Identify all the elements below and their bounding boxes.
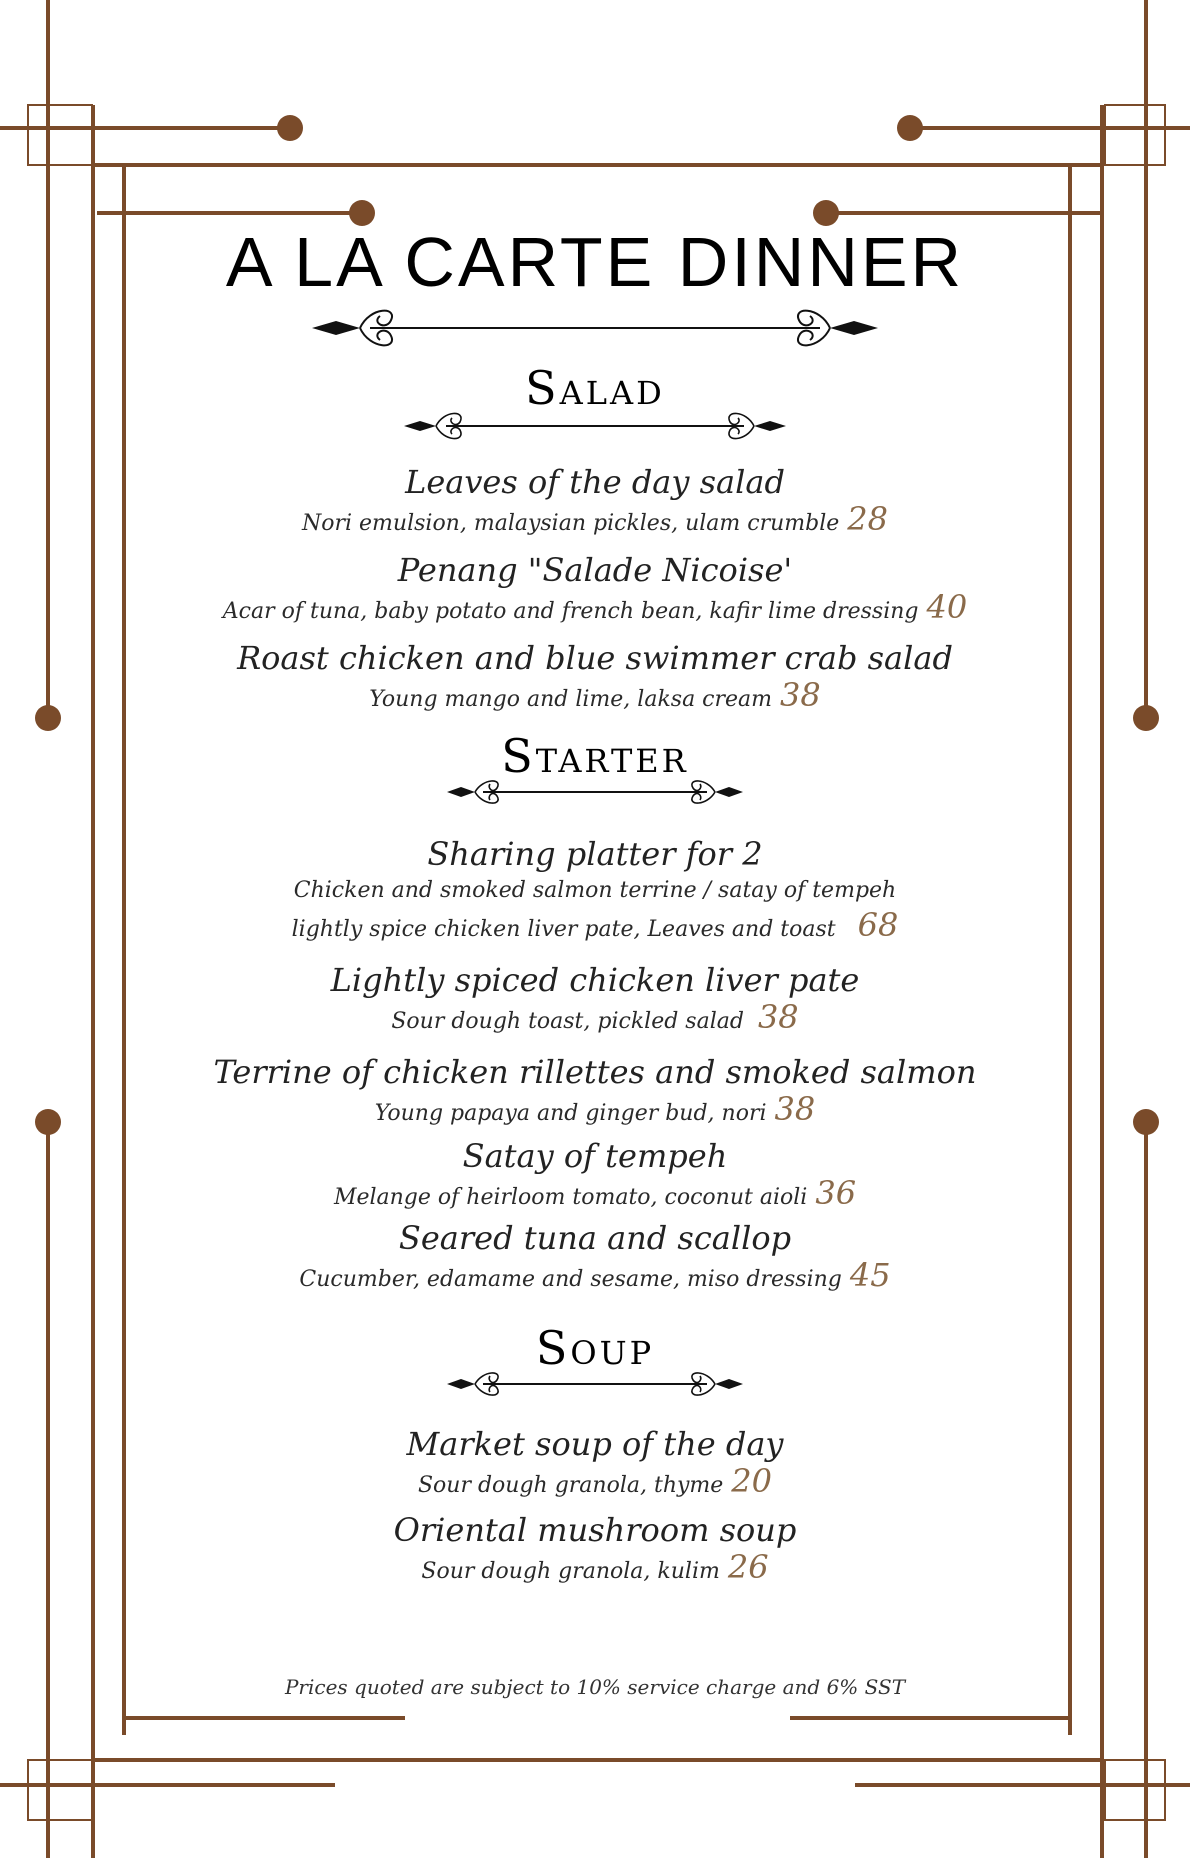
item-price: 28 bbox=[847, 500, 889, 538]
menu-item bbox=[130, 1136, 1060, 1215]
menu-item bbox=[130, 1510, 1060, 1589]
item-name: Market soup of the day bbox=[406, 1425, 784, 1463]
item-name: Oriental mushroom soup bbox=[393, 1511, 797, 1549]
item-name: Terrine of chicken rillettes and smoked salmon bbox=[213, 1053, 977, 1091]
menu-item bbox=[130, 960, 1060, 1039]
item-name: Lightly spiced chicken liver pate bbox=[330, 961, 860, 999]
menu-item bbox=[130, 638, 1060, 717]
item-name: Seared tuna and scallop bbox=[398, 1219, 792, 1257]
item-name: Roast chicken and blue swimmer crab salad bbox=[237, 639, 953, 677]
item-description: Sour dough granola, kulim 26 bbox=[421, 1548, 769, 1586]
menu-item bbox=[130, 1424, 1060, 1503]
item-description: lightly spice chicken liver pate, Leaves and toast 68 bbox=[291, 906, 899, 944]
menu-item bbox=[130, 462, 1060, 541]
item-price: 36 bbox=[815, 1174, 857, 1212]
price-footnote: Prices quoted are subject to 10% service charge and 6% SST bbox=[284, 1675, 906, 1699]
menu-card bbox=[130, 0, 1060, 1858]
item-description: Sour dough toast, pickled salad 38 bbox=[391, 998, 799, 1036]
item-price: 38 bbox=[780, 676, 821, 714]
item-name: Penang "Salade Nicoise' bbox=[397, 551, 793, 589]
item-description: Young mango and lime, laksa cream 38 bbox=[369, 676, 821, 714]
item-description: Melange of heirloom tomato, coconut aioli 36 bbox=[333, 1174, 857, 1212]
salad-flourish-ornament bbox=[402, 404, 788, 448]
item-price: 40 bbox=[926, 588, 968, 626]
item-name: Sharing platter for 2 bbox=[427, 835, 763, 873]
item-description: Cucumber, edamame and sesame, miso dressing 45 bbox=[299, 1256, 891, 1294]
item-name: Satay of tempeh bbox=[462, 1137, 728, 1175]
item-price: 26 bbox=[727, 1548, 769, 1586]
item-description: Sour dough granola, thyme 20 bbox=[417, 1462, 773, 1500]
section-heading-salad: Salad bbox=[525, 361, 665, 415]
item-description: Nori emulsion, malaysian pickles, ulam crumble 28 bbox=[301, 500, 889, 538]
item-description: Young papaya and ginger bud, nori 38 bbox=[374, 1090, 816, 1128]
item-description: Chicken and smoked salmon terrine / satay of tempeh bbox=[293, 878, 897, 903]
title-flourish-ornament bbox=[310, 296, 880, 360]
item-price: 38 bbox=[757, 998, 799, 1036]
starter-flourish-ornament bbox=[445, 772, 745, 812]
item-price: 20 bbox=[731, 1462, 773, 1500]
item-price: 38 bbox=[774, 1090, 816, 1128]
menu-item bbox=[130, 1052, 1060, 1131]
menu-item bbox=[130, 550, 1060, 629]
item-price: 45 bbox=[849, 1256, 891, 1294]
item-price: 68 bbox=[857, 906, 899, 944]
section-heading-soup: Soup bbox=[535, 1321, 655, 1375]
soup-flourish-ornament bbox=[445, 1364, 745, 1404]
section-heading-starter: Starter bbox=[501, 729, 689, 783]
menu-title: A LA CARTE DINNER bbox=[225, 223, 965, 301]
item-description: Acar of tuna, baby potato and french bean, kafir lime dressing 40 bbox=[222, 588, 968, 626]
menu-item bbox=[130, 834, 1060, 947]
menu-item bbox=[130, 1218, 1060, 1297]
item-name: Leaves of the day salad bbox=[405, 463, 785, 501]
